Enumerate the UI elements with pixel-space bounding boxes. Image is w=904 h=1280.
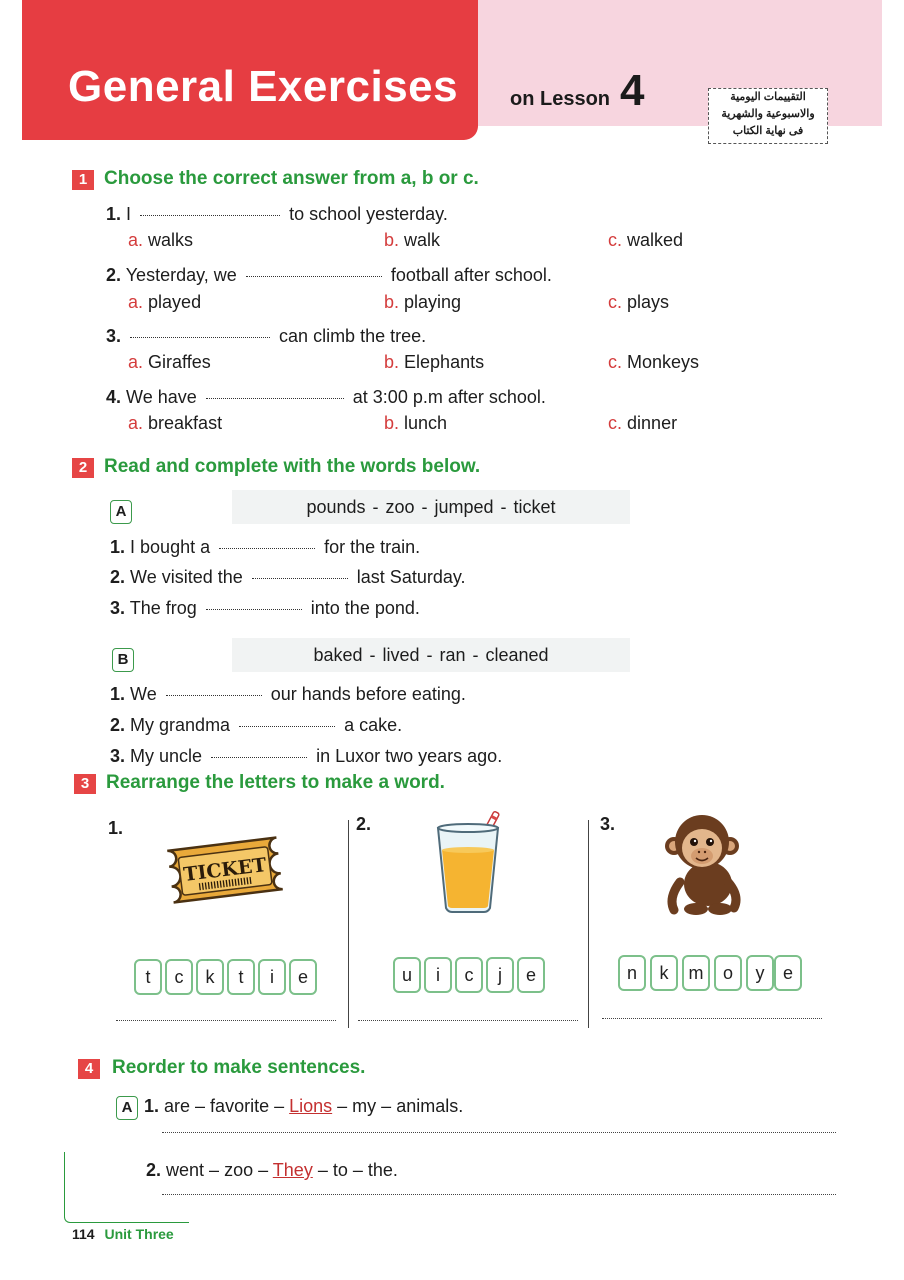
page-footer [72,1226,174,1242]
part-a-label: A [116,1096,138,1120]
picture-3-number: 3. [600,814,616,834]
answer-blank[interactable] [246,276,382,277]
column-divider [348,820,349,1028]
option-c[interactable] [608,230,683,251]
item-text-after: our hands before eating. [270,684,466,704]
option-letter: c. [608,230,623,250]
unit-label: Unit Three [104,1226,174,1242]
option-text: dinner [627,413,678,433]
option-text: lunch [404,413,448,433]
letter-tile[interactable]: c [455,957,483,993]
answer-blank[interactable] [206,398,344,399]
arabic-note-line: التقييمات اليومية [730,91,806,103]
lesson-label: on Lesson [510,88,611,110]
option-text: breakfast [148,413,223,433]
item-number: 1. [110,537,126,557]
item-number: 1. [144,1096,160,1116]
section-3-number: 3 [74,774,96,794]
option-letter: b. [384,413,400,433]
option-letter: b. [384,230,400,250]
ticket-image [160,832,290,908]
word-bank-b: baked - lived - ran - cleaned [232,638,630,672]
sentence-a1 [110,537,420,558]
monkey-image [660,812,748,916]
answer-blank[interactable] [166,695,262,696]
option-letter: b. [384,292,400,312]
option-text: Monkeys [627,352,700,372]
option-c[interactable] [608,292,669,313]
item-text-before: My uncle [130,746,203,766]
answer-line-reorder-1[interactable] [162,1132,836,1133]
words-before: went – zoo – [166,1160,269,1180]
page-number: 114 [72,1226,95,1242]
option-letter: a. [128,292,144,312]
item-text-after: last Saturday. [356,567,466,587]
arabic-note-line: فى نهاية الكتاب [732,125,804,137]
question-2 [106,265,552,286]
option-text: plays [627,292,670,312]
item-text-after: into the pond. [310,598,420,618]
words-before: are – favorite – [164,1096,285,1116]
question-text-after: can climb the tree. [279,326,427,346]
answer-blank[interactable] [130,337,270,338]
section-2-title: Read and complete with the words below. [104,456,481,477]
answer-line-reorder-2[interactable] [162,1194,836,1195]
item-number: 1. [110,684,126,704]
sentence-b2 [110,715,402,736]
option-letter: a. [128,413,144,433]
option-b[interactable] [384,352,484,373]
letter-tile[interactable]: y [746,955,774,991]
item-text-before: We [130,684,157,704]
answer-blank[interactable] [211,757,307,758]
lesson-number: 4 [620,66,645,115]
capitalized-word: Lions [289,1096,333,1116]
option-text: walk [404,230,441,250]
letter-tile[interactable]: e [774,955,802,991]
letter-tile[interactable]: e [517,957,545,993]
section-1-title: Choose the correct answer from a, b or c. [104,168,479,189]
answer-blank[interactable] [219,548,315,549]
item-text-before: We visited the [130,567,243,587]
letter-tile[interactable]: i [424,957,452,993]
sentence-a3 [110,598,420,619]
question-number: 3. [106,326,122,346]
letter-tile[interactable]: j [486,957,514,993]
section-4-number: 4 [78,1059,100,1079]
question-1 [106,204,448,225]
question-number: 2. [106,265,122,285]
capitalized-word: They [272,1160,313,1180]
option-c[interactable] [608,352,699,373]
item-number: 3. [110,746,126,766]
item-number: 3. [110,598,126,618]
arabic-note-line: والاسبوعية والشهرية [721,108,815,120]
option-text: walked [627,230,684,250]
item-number: 2. [110,567,126,587]
question-number: 4. [106,387,122,407]
words-after: – to – the. [317,1160,398,1180]
option-text: Elephants [404,352,485,372]
words-after: – my – animals. [337,1096,464,1116]
arabic-note-box [708,88,828,144]
option-text: Giraffes [148,352,211,372]
item-text-before: I bought a [130,537,211,557]
part-b-label: B [112,648,134,672]
answer-blank[interactable] [206,609,302,610]
letter-tile[interactable]: i [258,959,286,995]
letter-tile[interactable]: k [196,959,224,995]
question-text-before: Yesterday, we [125,265,237,285]
option-b[interactable] [384,230,440,251]
letter-tile[interactable]: n [618,955,646,991]
item-number: 2. [146,1160,162,1180]
letter-tile[interactable]: m [682,955,710,991]
picture-2-number: 2. [356,814,372,834]
option-letter: a. [128,230,144,250]
item-text-after: a cake. [344,715,403,735]
option-text: walks [148,230,194,250]
item-number: 2. [110,715,126,735]
option-a[interactable] [128,230,193,251]
option-letter: c. [608,352,623,372]
letter-tile[interactable]: k [650,955,678,991]
option-c[interactable] [608,413,677,434]
ticket-text: TICKET [182,854,268,886]
option-text: playing [404,292,462,312]
answer-line-2[interactable] [358,1020,578,1021]
column-divider [588,820,589,1028]
question-4 [106,387,546,408]
option-letter: b. [384,352,400,372]
footer-bracket [64,1152,189,1223]
section-4-title: Reorder to make sentences. [112,1057,366,1078]
letter-tile[interactable]: t [227,959,255,995]
section-3-title: Rearrange the letters to make a word. [106,772,445,793]
option-b[interactable] [384,413,447,434]
option-letter: a. [128,352,144,372]
sentence-a2 [110,567,466,588]
word-bank-a: pounds - zoo - jumped - ticket [232,490,630,524]
option-b[interactable] [384,292,461,313]
picture-1-number: 1. [108,818,124,838]
part-a-label: A [110,500,132,524]
answer-blank[interactable] [252,578,348,579]
option-letter: c. [608,292,623,312]
letter-tile[interactable]: t [134,959,162,995]
sentence-b1 [110,684,466,705]
answer-blank[interactable] [140,215,280,216]
option-a[interactable] [128,352,211,373]
option-letter: c. [608,413,623,433]
reorder-sentence-1 [144,1096,463,1117]
option-a[interactable] [128,413,222,434]
answer-blank[interactable] [239,726,335,727]
page-title: General Exercises [68,62,459,111]
option-a[interactable] [128,292,201,313]
option-text: played [148,292,202,312]
juice-image [432,808,512,916]
letter-tile[interactable]: o [714,955,742,991]
question-3 [106,326,426,347]
letter-tile[interactable]: e [289,959,317,995]
question-text-after: at 3:00 p.m after school. [352,387,546,407]
question-text-after: to school yesterday. [289,204,448,224]
section-2-number: 2 [72,458,94,478]
answer-line-1[interactable] [116,1020,336,1021]
letter-tile[interactable]: u [393,957,421,993]
question-text-before: I [126,204,132,224]
question-text-before: We have [126,387,197,407]
question-text-after: football after school. [390,265,552,285]
question-number: 1. [106,204,122,224]
answer-line-3[interactable] [602,1018,822,1019]
item-text-before: My grandma [130,715,231,735]
letter-tile[interactable]: c [165,959,193,995]
section-1-number: 1 [72,170,94,190]
item-text-before: The frog [129,598,197,618]
item-text-after: in Luxor two years ago. [316,746,503,766]
item-text-after: for the train. [324,537,421,557]
sentence-b3 [110,746,502,767]
